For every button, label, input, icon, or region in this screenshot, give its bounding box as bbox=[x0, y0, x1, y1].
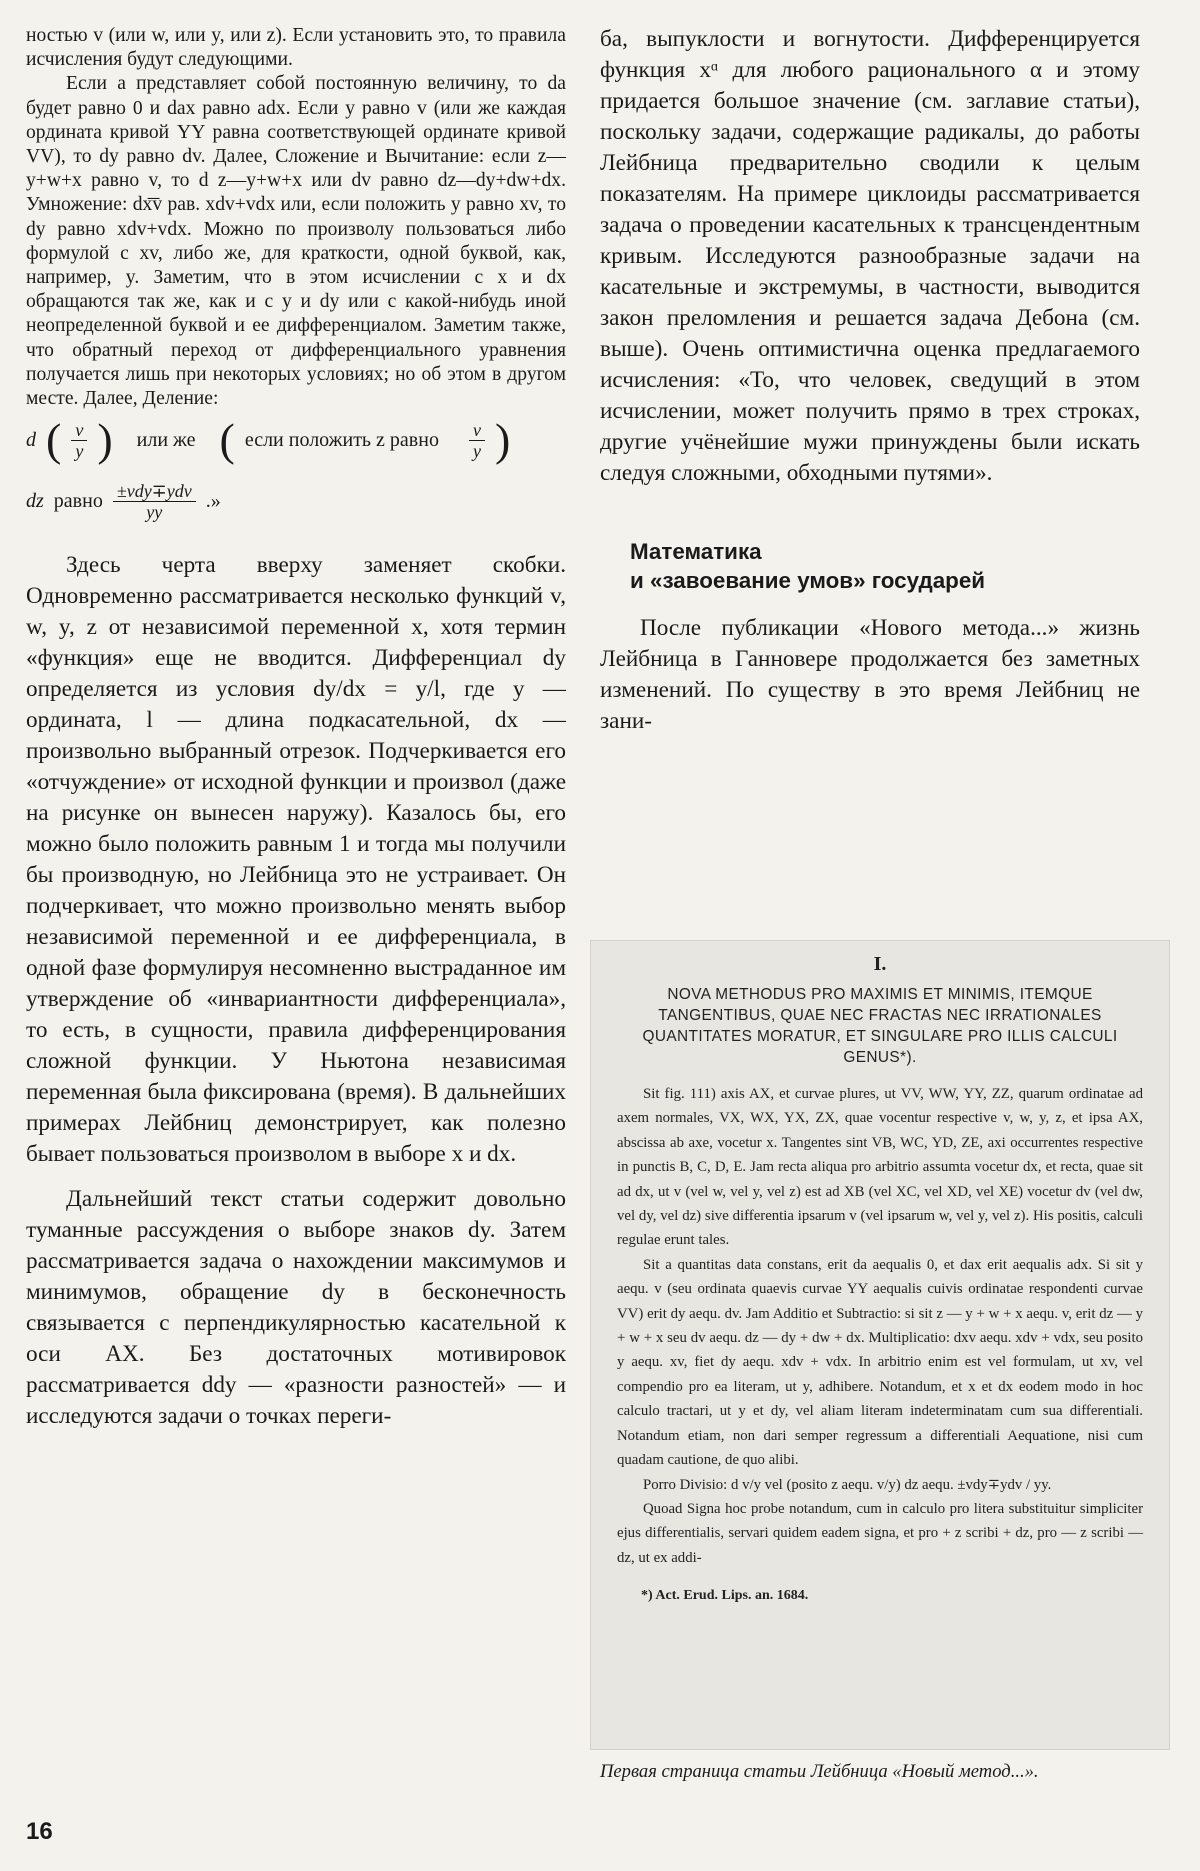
left-column bbox=[26, 24, 566, 1432]
division-formula bbox=[26, 414, 566, 466]
heading-line: и «завоевание умов» государей bbox=[630, 568, 986, 593]
numerator: v bbox=[71, 420, 87, 441]
numerator: v bbox=[469, 420, 485, 441]
heading-line: Математика bbox=[630, 539, 762, 564]
formula-d: d bbox=[26, 428, 36, 451]
formula-equals: равно bbox=[53, 490, 103, 513]
scan-paragraph: Sit fig. 111) axis AX, et curvae plures, ut VV, WW, YY, ZZ, quarum ordinatae ad axem normales, VX, WX, YX, ZX, quae vocentur respective v, w, y, z, et ipsa AX, abscissa ab axe, vocetur x. Tangentes sint VB, WC, YD, ZE, axi occurrentes respective in punctis B, C, D, E. Jam recta aliqua pro arbitrio assumta vocetur dx, et recta, quae sit ad dx, ut v (vel w, vel y, vel z) est ad XB (vel XC, vel XD, vel XE) vocetur dv (vel dw, vel dy, vel dz) sive differentia ipsarum v (vel ipsarum w, vel y, vel z). His positis, calculi regulae erunt tales. bbox=[617, 1086, 1143, 1249]
paren-open: ( bbox=[46, 414, 62, 466]
scan-inner bbox=[591, 941, 1169, 1604]
formula-lhs: dz bbox=[26, 490, 44, 513]
paragraph: ностью v (или w, или y, или z). Если установить это, то правила исчисления будут следующими. bbox=[26, 25, 566, 71]
dz-formula bbox=[26, 481, 566, 522]
scan-title: NOVA METHODUS PRO MAXIMIS ET MINIMIS, ITEMQUE TANGENTIBUS, QUAE NEC FRACTAS NEC IRRATIONALES QUANTITATES MORATUR, ET SINGULARE PRO ILLIS CALCULI GENUS*). bbox=[642, 986, 1118, 1066]
scan-paragraph: Porro Divisio: d v/y vel (posito z aequ. v/y) dz aequ. ±vdy∓ydv / yy. bbox=[643, 1476, 1052, 1493]
right-big-text bbox=[600, 24, 1140, 489]
formula-end: .» bbox=[205, 490, 221, 513]
left-big-text bbox=[26, 550, 566, 1432]
paragraph: После публикации «Нового метода...» жизнь Лейбница в Ганновере продолжается без заметных изменений. По существу в это время Лейбниц не зани- bbox=[600, 615, 1140, 734]
numerator: ±vdy∓ydv bbox=[113, 481, 196, 502]
paren-close: ) bbox=[97, 414, 113, 466]
scan-footnote: *) Act. Erud. Lips. an. 1684. bbox=[641, 1588, 809, 1604]
scan-body bbox=[617, 1082, 1143, 1570]
right-column bbox=[600, 24, 1140, 737]
scan-number: I. bbox=[873, 953, 887, 975]
left-small-text bbox=[26, 24, 566, 411]
fraction bbox=[469, 420, 485, 461]
paragraph: Дальнейший текст статьи содержит довольно туманные рассуждения о выборе знаков dy. Затем рассматривается задача о нахождении максимумов и минимумов, обращение dy в бесконечность связывается с перпендикулярностью касательной к оси AX. Без достаточных мотивировок рассматривается ddy — «разности разностей» — и исследуются задачи о точках переги- bbox=[26, 1186, 566, 1430]
scan-paragraph: Quoad Signa hoc probe notandum, cum in calculo pro litera substituitur simpliciter ejus differentialis, servari quidem eadem signa, et pro + z scribi + dz, pro — z scribi — dz, ut ex addi- bbox=[617, 1500, 1143, 1566]
denominator: y bbox=[472, 440, 481, 461]
formula-mid-text: или же bbox=[136, 428, 196, 451]
paragraph: Здесь черта вверху заменяет скобки. Одновременно рассматривается несколько функций v, w, y, z от независимой переменной x, хотя термин «функция» еще не вводится. Дифференциал dy определяется из условия dy/dx = y/l, где y — ордината, l — длина подкасательной, dx — произвольно выбранный отрезок. Подчеркивается его «отчуждение» от исходной функции и произвол (даже на рисунке он вынесен наружу). Казалось бы, его можно было положить равным 1 и тогда мы получили бы производную, но Лейбница это не устраивает. Он подчеркивает, что можно произвольно менять выбор независимой переменной и ее дифференциала, в одной фазе формулируя несомненно выстраданное им утверждение об «инвариантности дифференциала», то есть, в сущности, правила дифференцирования сложной функции. У Ньютона независимая переменная была фиксирована (время). В дальнейших примерах Лейбниц демонстрирует, как полезно бывает пользоваться произволом в выборе x и dx. bbox=[26, 552, 566, 1168]
paragraph: Если a представляет собой постоянную величину, то da будет равно 0 и dax равно adx. Если y равно v (или же каждая ордината кривой YY равна соответствующей ординате кривой VV), то dy равно dv. Далее, Сложение и Вычитание: если z—y+w+x равно v, то d z—y+w+x или dv равно dz—dy+dw+dx. Умножение: dx͞v рав. xdv+vdx или, если положить y равно xv, то dy равно xdv+vdx. Можно по произволу пользоваться либо формулой с xv, либо же, для краткости, одной буквой, как, например, y. Заметим, что в этом исчислении с x и dx обращаются так же, как и с y и dy или с какой-нибудь иной неопределенной буквой и ее дифференциалом. Заметим также, что обратный переход от дифференциального уравнения получается лишь при некоторых условиях; но об этом в другом месте. Далее, Деление: bbox=[26, 73, 566, 410]
figure-caption: Первая страница статьи Лейбница «Новый метод...». bbox=[600, 1761, 1039, 1782]
paragraph: ба, выпуклости и вогнутости. Дифференцируется функция xᵅ для любого рационального α и этому придается большое значение (см. заглавие статьи), поскольку задачи, содержащие радикалы, до работы Лейбница предварительно сводили к целым показателям. На примере циклоиды рассматривается задача о проведении касательных к трансцендентным кривым. Исследуются разнообразные задачи на касательные и экстремумы, в частности, выводится закон преломления и решается задача Дебона (см. выше). Очень оптимистична оценка предлагаемого исчисления: «То, что человек, сведущий в этом исчислении, может получить прямо в трех строках, другие учёнейшие мужи принуждены были искать следуя сложными, обходными путями». bbox=[600, 26, 1140, 486]
denominator: y bbox=[75, 440, 84, 461]
latin-article-scan bbox=[590, 940, 1170, 1750]
right-after-heading bbox=[600, 613, 1140, 737]
scan-paragraph: Sit a quantitas data constans, erit da aequalis 0, et dax erit aequalis adx. Si sit y aequ. v (seu ordinata quaevis curvae YY aequalis cuivis ordinatae respondenti curvae VV) erit dy aequ. dv. Jam Additio et Subtractio: si sit z — y + w + x aequ. v, erit dz — y + w + x seu dv aequ. dz — dy + dw + dx. Multiplicatio: dxv aequ. xdv + vdx, seu posito y aequ. xv, fiet dy aequ. xdv + vdx. In arbitrio enim est vel formulam, ut xv, vel compendio pro ea literam, ut y, adhibere. Notandum, et x et dx eodem modo in hoc calculo tractari, ut y et dy, vel aliam literam indeterminatam cum sua differentiali. Notandum etiam, non dari semper regressum a differentiali Aequatione, nisi cum quadam cautione, de quo alibi. bbox=[617, 1256, 1143, 1469]
denominator: yy bbox=[146, 502, 163, 523]
paren-close: ) bbox=[494, 414, 511, 466]
page-number: 16 bbox=[26, 1818, 53, 1845]
fraction bbox=[113, 481, 196, 522]
fraction bbox=[71, 420, 87, 461]
paren-open: ( bbox=[219, 414, 235, 466]
section-heading bbox=[630, 537, 1140, 595]
formula-cond-text: если положить z равно bbox=[244, 428, 439, 451]
